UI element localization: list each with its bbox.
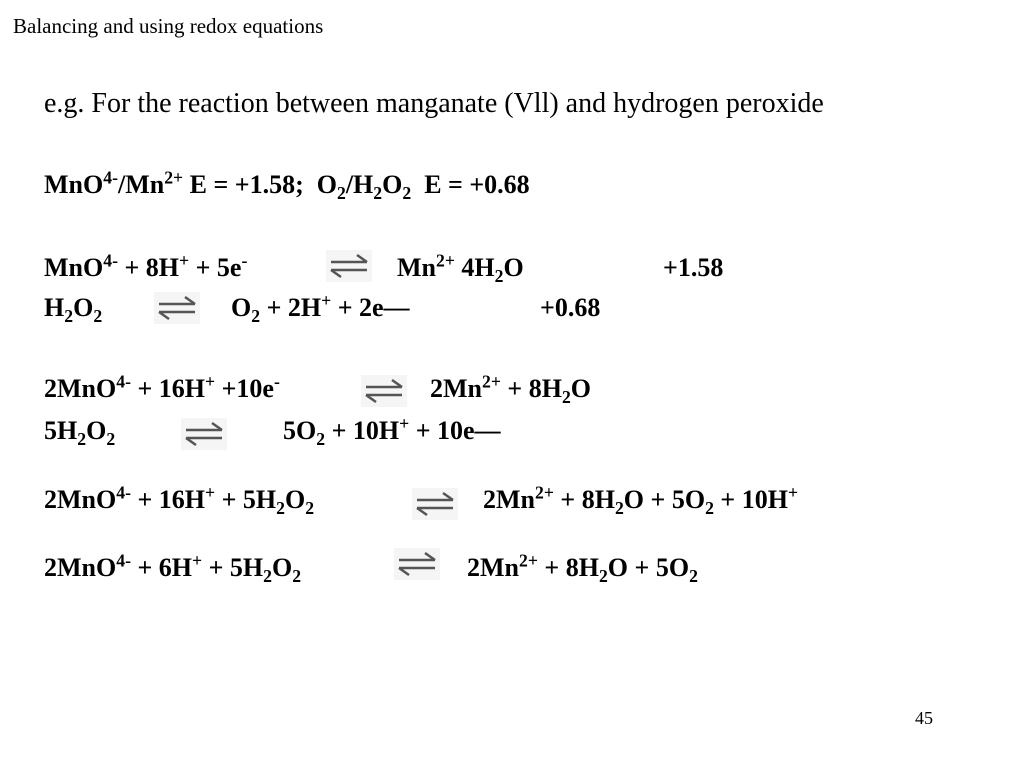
- scaled-equation-2-lhs: $5H_2O_2$: [44, 416, 116, 450]
- half-equation-2-rhs: $O_2 + 2H^+$ + 2e―: [231, 290, 410, 327]
- equilibrium-arrow-icon: [326, 250, 372, 282]
- final-equation-lhs: $2MnO^{4-} + 6H^+ + 5H_2O_2$: [44, 550, 302, 587]
- equilibrium-arrow-icon: [181, 418, 227, 450]
- slide-title: Balancing and using redox equations: [13, 14, 324, 38]
- combined-equation-lhs: $2MnO^{4-} + 16H^+ + 5H_2O_2$: [44, 482, 315, 519]
- potential-2: E = +0.68: [424, 170, 530, 199]
- equilibrium-arrow-icon: [361, 375, 407, 407]
- half-equation-1-lhs: MnO$^{4-}$ + 8H+ + 5e-: [44, 250, 248, 282]
- intro-text: e.g. For the reaction between manganate (Vll) and hydrogen peroxide: [44, 88, 824, 119]
- final-equation-rhs: $2Mn^{2+} + 8H_2O + 5O_2$: [467, 550, 698, 587]
- scaled-equation-2-rhs: $5O_2 + 10H^+$ + 10e―: [283, 413, 501, 450]
- combined-equation-rhs: $2Mn^{2+} + 8H_2O + 5O_2 + 10H^+$: [483, 482, 799, 519]
- page-number: 45: [915, 708, 933, 728]
- half-equation-2-lhs: $H_2O_2$: [44, 293, 103, 327]
- couple-2: $O_2/H_2O_2$: [316, 170, 412, 204]
- equilibrium-arrow-icon: [154, 292, 200, 324]
- equilibrium-arrow-icon: [412, 488, 458, 520]
- half-equation-2-potential: +0.68: [540, 293, 601, 322]
- equilibrium-arrow-icon: [394, 548, 440, 580]
- scaled-equation-1-rhs: $2Mn^{2+} + 8H_2O$: [430, 371, 592, 408]
- half-equation-1-rhs: $Mn^{2+}$ $4H_2O$: [397, 250, 524, 287]
- potentials-line: [44, 167, 530, 204]
- potential-1: E = +1.58;: [189, 170, 304, 199]
- half-equation-1-potential: +1.58: [663, 253, 724, 282]
- scaled-equation-1-lhs: 2MnO$^{4-}$ + 16H+ +10e-: [44, 371, 280, 403]
- couple-1: $MnO^{4-}/Mn^{2+}$: [44, 167, 184, 199]
